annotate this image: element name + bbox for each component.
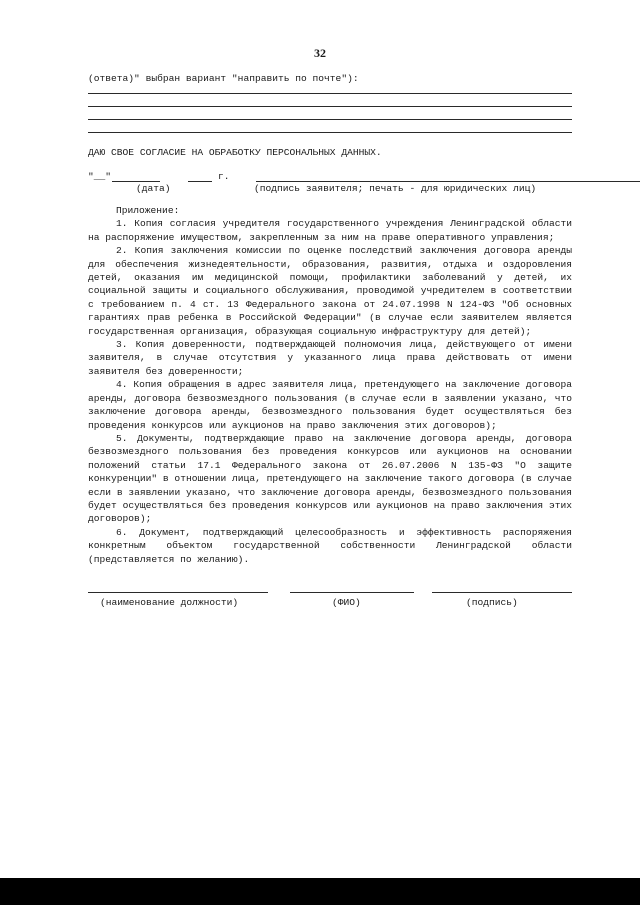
appendix-section [88, 204, 572, 566]
signature-line[interactable] [432, 592, 572, 593]
year-suffix: г. [218, 171, 230, 182]
name-caption: (ФИО) [332, 597, 361, 608]
position-caption: (наименование должности) [100, 597, 239, 608]
name-line[interactable] [290, 592, 414, 593]
intro-line: (ответа)" выбран вариант "направить по почте"): [88, 73, 359, 84]
date-quote-mark: "__" [88, 171, 112, 182]
appendix-item: 3. Копия доверенности, подтверждающей полномочия лица, действующего от имени заявителя, в случае отсутствия у указанного лица права действовать от имени заявителя без доверенности; [88, 339, 572, 377]
signature-label-caption: (подпись) [466, 597, 518, 608]
appendix-item: 1. Копия согласия учредителя государственного учреждения Ленинградской области на распоряжение имуществом, закрепленным за ним на праве оперативного управления; [88, 218, 572, 243]
appendix-title: Приложение: [116, 205, 180, 216]
blank-fill-line[interactable] [88, 119, 572, 120]
signature-captions [88, 596, 578, 610]
blank-fill-line[interactable] [88, 132, 572, 133]
date-caption: (дата) [136, 183, 171, 194]
appendix-item: 6. Документ, подтверждающий целесообразность и эффективность распоряжения конкретным объектом государственной собственности Ленинградской области (представляется по желанию). [88, 526, 572, 565]
appendix-item: 2. Копия заключения комиссии по оценке последствий заключения договора аренды для обеспечения жизнедеятельности, образования, развития, отдыха и оздоровления детей, оказания им медицинской помощи, профилактики заболеваний у детей, их социальной защиты и социального обслуживания, проводимой учредителем в соответствии с требованием п. 4 ст. 13 Федерального закона от 24.07.1998 N 124-ФЗ "Об основных гарантиях прав ребенка в Российской Федерации" (в случае если заявителем является государственная организация, образующая социальную инфраструктуру для детей); [88, 245, 572, 337]
signature-caption: (подпись заявителя; печать - для юридических лиц) [254, 183, 537, 194]
blank-fill-line[interactable] [88, 93, 572, 94]
date-caption-row [88, 182, 578, 196]
appendix-item: 5. Документы, подтверждающие право на заключение договора аренды, договора безвозмездного пользования без проведения конкурсов или аукционов на основании положений статьи 17.1 Федерального закона от 26.07.2006 N 135-ФЗ "О защите конкуренции" в отношении лица, претендующего на заключение такого договора (в случае если в заявлении указано, что заключение договора аренды, безвозмездного пользования будет осуществляться без проведения конкурсов или аукционов на право заключения этих договоров); [88, 432, 572, 525]
scan-bottom-band [0, 878, 640, 905]
consent-statement: ДАЮ СВОЕ СОГЛАСИЕ НА ОБРАБОТКУ ПЕРСОНАЛЬНЫХ ДАННЫХ. [88, 147, 382, 158]
blank-fill-line[interactable] [88, 106, 572, 107]
position-line[interactable] [88, 592, 268, 593]
page-number: 32 [314, 46, 326, 60]
appendix-item: 4. Копия обращения в адрес заявителя лица, претендующего на заключение договора аренды, договора безвозмездного пользования (в случае если в заявлении указано, что заключение договора аренды, безвозмездного пользования будет осуществляться без проведения конкурсов или аукционов на право заключения этих договоров); [88, 379, 572, 431]
